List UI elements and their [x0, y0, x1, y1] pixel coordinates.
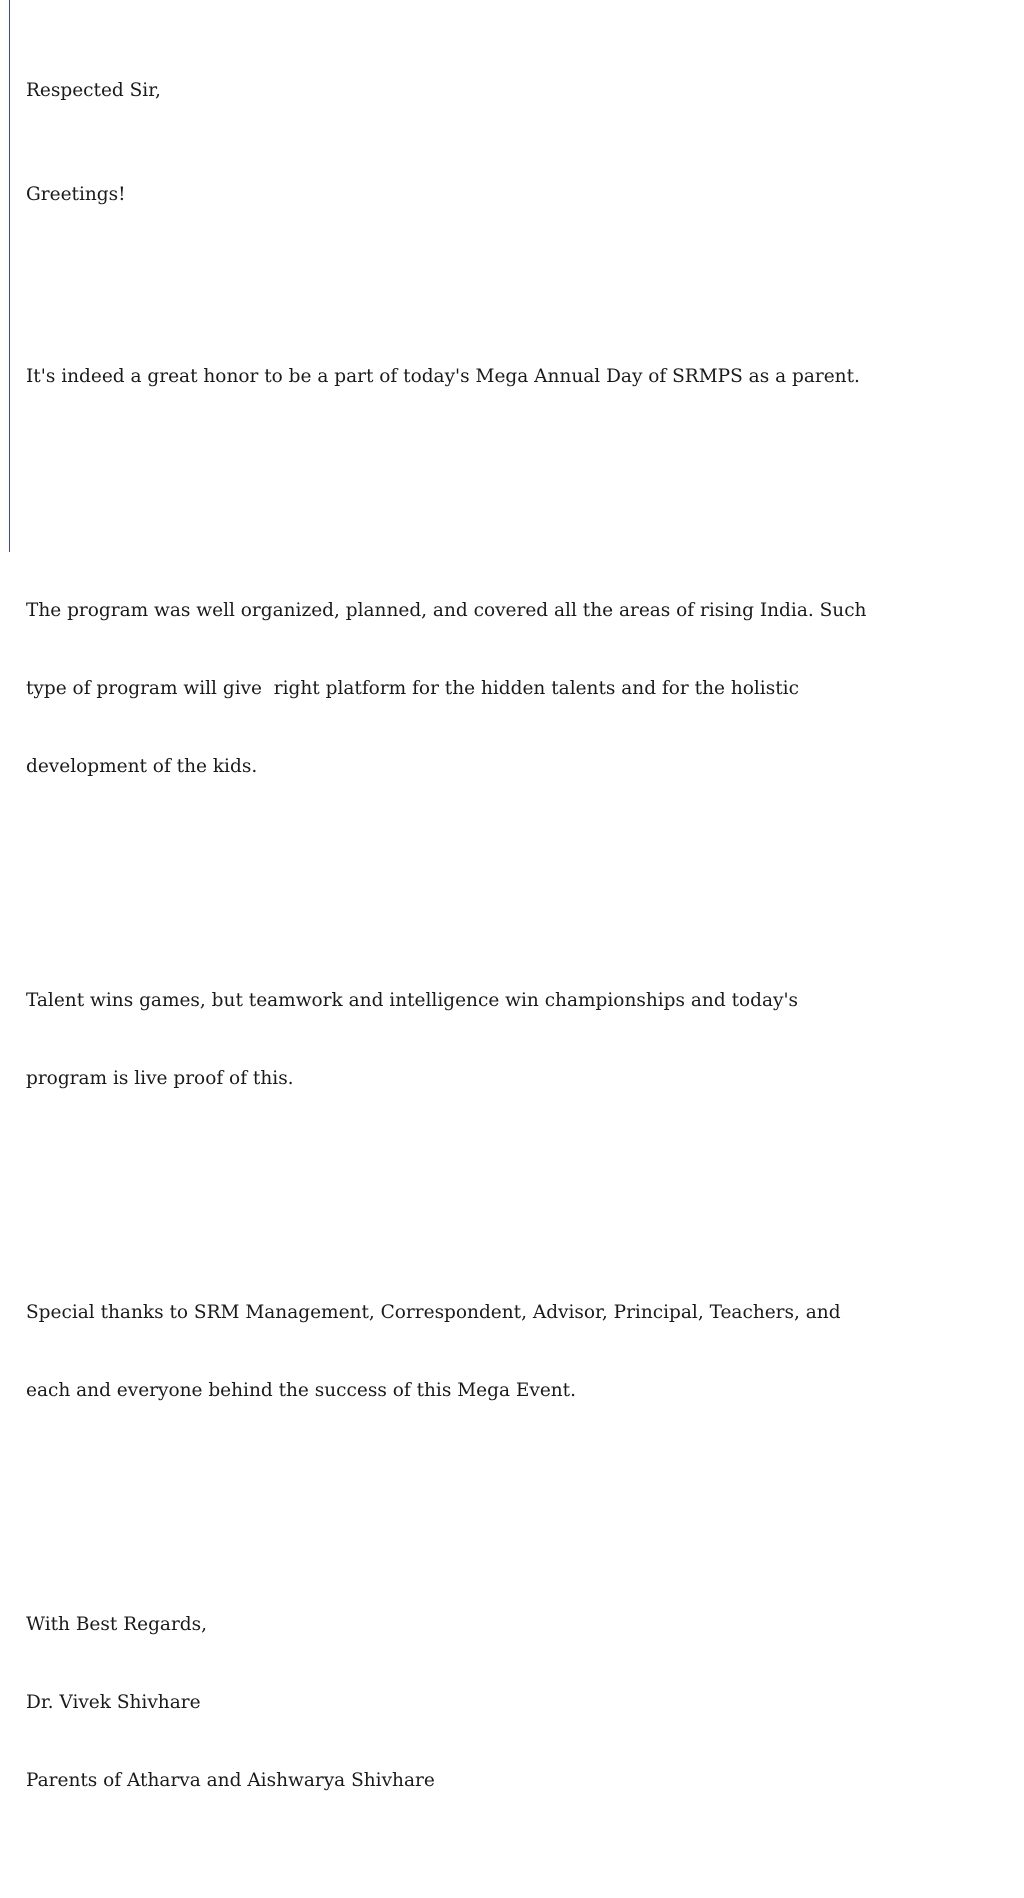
paragraph-line: development of the kids.: [26, 756, 258, 777]
paragraph-line: Talent wins games, but teamwork and intelligence win championships and today's: [26, 990, 799, 1011]
greeting: Greetings!: [26, 184, 126, 205]
signer-name: Dr. Vivek Shivhare: [26, 1692, 201, 1713]
paragraph-thanks: [26, 1248, 1006, 1456]
paragraph-honor: [26, 312, 1006, 442]
signature-block: [26, 1560, 1006, 1846]
paragraph-line: each and everyone behind the success of this Mega Event.: [26, 1380, 576, 1401]
paragraph-line: program is live proof of this.: [26, 1068, 294, 1089]
signer-relation: Parents of Atharva and Aishwarya Shivhare: [26, 1770, 435, 1791]
paragraph-line: It's indeed a great honor to be a part of today's Mega Annual Day of SRMPS as a parent.: [26, 366, 860, 387]
left-margin-border: [9, 0, 10, 552]
paragraph-program: [26, 546, 1006, 832]
letter-body: [26, 26, 1006, 1898]
salutation: Respected Sir,: [26, 80, 161, 101]
paragraph-talent: [26, 936, 1006, 1144]
closing: With Best Regards,: [26, 1614, 207, 1635]
paragraph-line: Special thanks to SRM Management, Correspondent, Advisor, Principal, Teachers, and: [26, 1302, 841, 1323]
paragraph-line: type of program will give right platform for the hidden talents and for the holistic: [26, 678, 799, 699]
paragraph-line: The program was well organized, planned, and covered all the areas of rising India. Such: [26, 600, 867, 621]
